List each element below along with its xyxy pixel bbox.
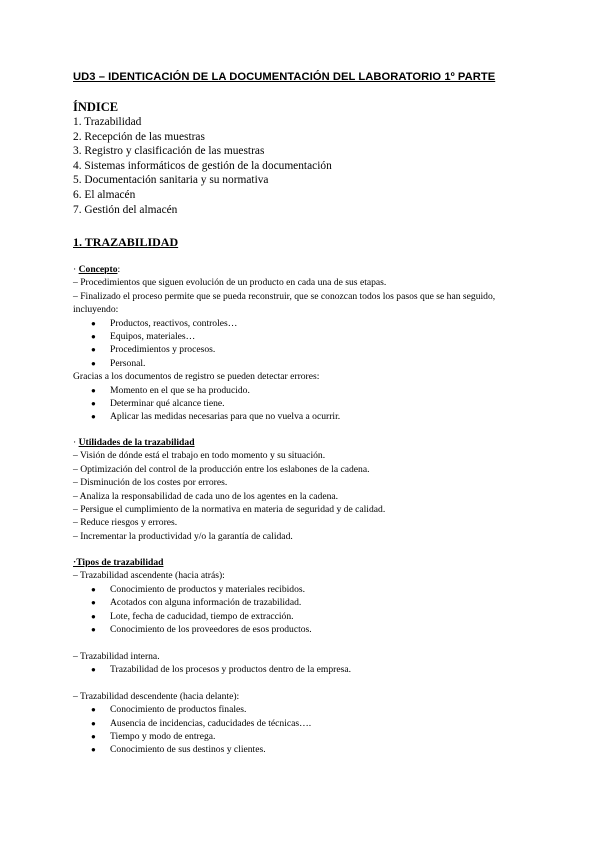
bullet-icon: ●	[91, 611, 96, 621]
utilidades-prefix: ·	[73, 437, 79, 448]
bullet-icon: ●	[91, 745, 96, 755]
index-item: 6. El almacén	[73, 188, 136, 201]
tipos-line: – Trazabilidad interna.	[73, 650, 160, 662]
utilidades-heading-line	[73, 436, 543, 449]
index-item: 7. Gestión del almacén	[73, 203, 178, 216]
bullet-icon: ●	[91, 718, 96, 728]
bullet-icon: ●	[91, 398, 96, 408]
utilidades-line: – Optimización del control de la producción entre los eslabones de la cadena.	[73, 463, 370, 475]
document-title: UD3 – IDENTICACIÓN DE LA DOCUMENTACIÓN DEL LABORATORIO 1º PARTE	[73, 71, 496, 83]
index-item: 5. Documentación sanitaria y su normativa	[73, 174, 269, 187]
concepto-line: – Procedimientos que siguen evolución de un producto en cada una de sus etapas.	[73, 277, 387, 289]
tipos-heading-line	[73, 556, 543, 569]
concepto-block	[73, 263, 543, 424]
concepto-line: – Finalizado el proceso permite que se pueda reconstruir, que se conozcan todos los pasos que se han seguido,	[73, 290, 496, 302]
index-item: 1. Trazabilidad	[73, 116, 142, 128]
list-item: ● Determinar qué alcance tiene.	[91, 397, 225, 409]
tipos-heading: ·Tipos de trazabilidad	[73, 557, 164, 568]
concepto-heading: Concepto	[78, 264, 118, 275]
list-item: ● Momento en el que se ha producido.	[91, 384, 250, 396]
list-item: ● Procedimientos y procesos.	[91, 344, 216, 356]
list-item: ● Productos, reactivos, controles…	[91, 317, 238, 329]
bullet-icon: ●	[91, 331, 96, 341]
list-item: ● Trazabilidad de los procesos y productos dentro de la empresa.	[91, 664, 352, 676]
bullet-icon: ●	[91, 358, 96, 368]
bullet-icon: ●	[91, 705, 96, 715]
gracias-line: Gracias a los documentos de registro se pueden detectar errores:	[73, 371, 320, 383]
bullet-icon: ●	[91, 345, 96, 355]
list-item: ● Conocimiento de los proveedores de esos productos.	[91, 623, 312, 635]
bullet-icon: ●	[91, 385, 96, 395]
utilidades-line: – Incrementar la productividad y/o la garantía de calidad.	[73, 530, 293, 542]
list-item: ● Conocimiento de sus destinos y clientes.	[91, 744, 266, 756]
bullet-icon: ●	[91, 318, 96, 328]
utilidades-block	[73, 436, 543, 543]
utilidades-line: – Visión de dónde está el trabajo en todo momento y su situación.	[73, 450, 326, 462]
bullet-icon: ●	[91, 665, 96, 675]
index-item: 4. Sistemas informáticos de gestión de la documentación	[73, 159, 332, 172]
tipos-line: – Trazabilidad ascendente (hacia atrás):	[73, 570, 225, 582]
list-item: ● Ausencia de incidencias, caducidades de técnicas….	[91, 717, 312, 729]
concepto-line: incluyendo:	[73, 304, 119, 316]
bullet-icon: ●	[91, 584, 96, 594]
bullet-icon: ●	[91, 732, 96, 742]
index-heading: ÍNDICE	[73, 100, 119, 114]
list-item: ● Conocimiento de productos finales.	[91, 704, 247, 716]
tipos-line: – Trazabilidad descendente (hacia delante):	[73, 690, 240, 702]
utilidades-line: – Analiza la responsabilidad de cada uno de los agentes en la cadena.	[73, 490, 339, 502]
bullet-icon: ●	[91, 624, 96, 634]
bullet-icon: ●	[91, 598, 96, 608]
utilidades-heading: Utilidades de la trazabilidad	[78, 437, 195, 448]
utilidades-line: – Persigue el cumplimiento de la normativa en materia de seguridad y de calidad.	[73, 503, 386, 515]
section-title: 1. TRAZABILIDAD	[73, 235, 179, 249]
list-item: ● Conocimiento de productos y materiales recibidos.	[91, 583, 306, 595]
list-item: ● Personal.	[91, 357, 146, 369]
list-item: ● Equipos, materiales…	[91, 330, 196, 342]
bullet-icon: ●	[91, 412, 96, 422]
list-item: ● Tiempo y modo de entrega.	[91, 731, 216, 743]
index-item: 2. Recepción de las muestras	[73, 130, 205, 143]
list-item: ● Acotados con alguna información de trazabilidad.	[91, 597, 302, 609]
concepto-heading-line	[73, 263, 543, 276]
spacer	[73, 636, 543, 649]
list-item: ● Lote, fecha de caducidad, tiempo de extracción.	[91, 610, 294, 622]
list-item: ● Aplicar las medidas necesarias para que no vuelva a ocurrir.	[91, 411, 341, 423]
utilidades-line: – Reduce riesgos y errores.	[73, 517, 178, 529]
index-item: 3. Registro y clasificación de las muestras	[73, 145, 265, 158]
tipos-block	[73, 556, 543, 757]
concepto-suffix: :	[117, 264, 121, 275]
concepto-prefix: ·	[73, 264, 79, 275]
spacer	[73, 677, 543, 690]
utilidades-line: – Disminución de los costes por errores.	[73, 477, 228, 489]
index-list	[73, 115, 332, 217]
